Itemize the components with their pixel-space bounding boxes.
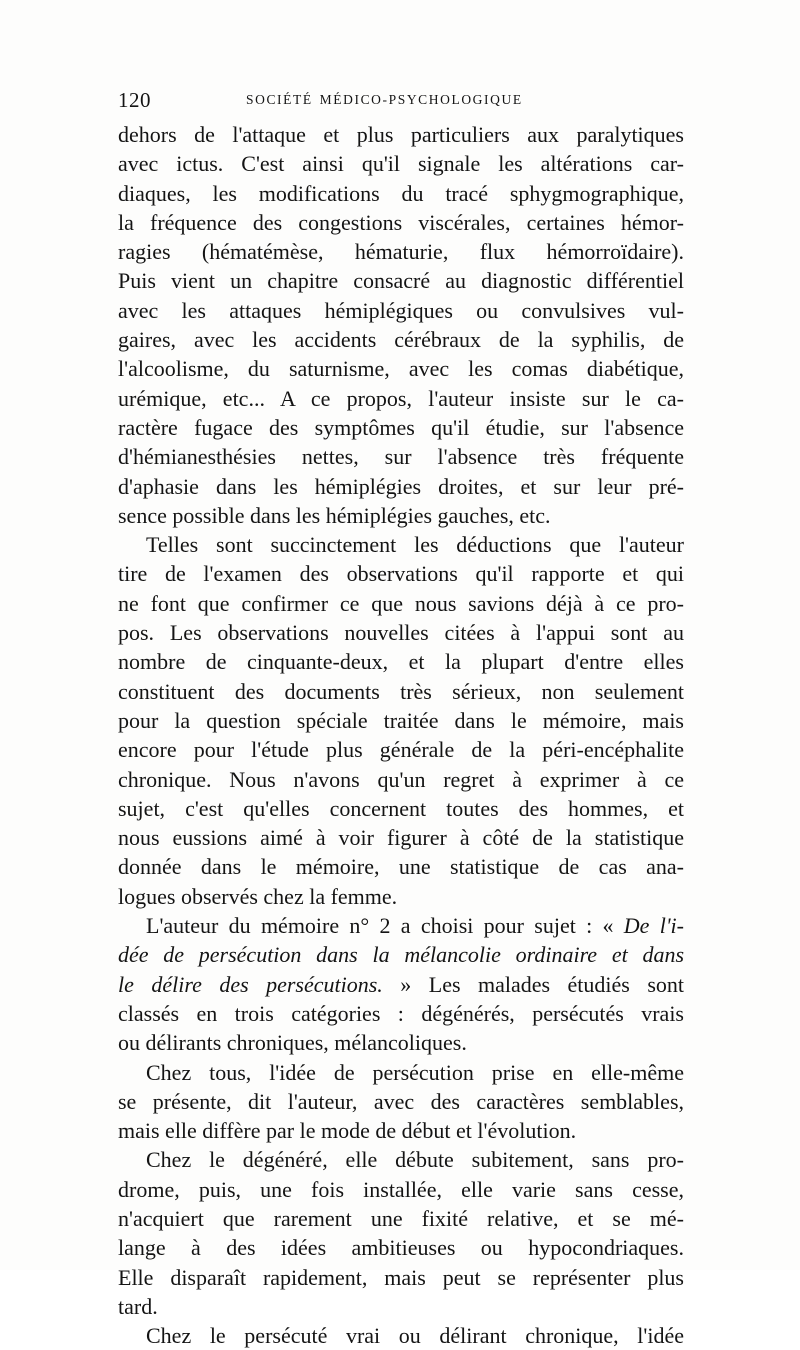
text-line: dehors de l'attaque et plus particuliers aux paralytiques xyxy=(118,122,684,147)
text-line: ou délirants chroniques, mélancoliques. xyxy=(118,1030,467,1056)
text-line: la fréquence des congestions viscérales, certaines hémor- xyxy=(118,209,684,235)
text-line: l'alcoolisme, du saturnisme, avec les comas diabétique, xyxy=(118,356,684,382)
text-line: logues observés chez la femme. xyxy=(118,883,398,909)
italic-title-fragment: De l'i- xyxy=(623,913,684,939)
text-line xyxy=(118,911,684,940)
text-line: ragies (hématémèse, hématurie, flux hémorroïdaire). xyxy=(118,239,684,265)
italic-title-fragment: le délire des persécutions. xyxy=(118,971,383,997)
text-line: diaques, les modifications du tracé sphygmographique, xyxy=(118,180,684,206)
text-line: avec les attaques hémiplégiques ou convulsives vul- xyxy=(118,297,684,323)
running-head xyxy=(118,88,684,114)
text-line: sence possible dans les hémiplégies gauches, etc. xyxy=(118,502,551,528)
text-line: mais elle diffère par le mode de début et l'évolution. xyxy=(118,1118,577,1144)
text-line: classés en trois catégories : dégénérés, persécutés vrais xyxy=(118,1000,684,1026)
text-line: sujet, c'est qu'elles concernent toutes des hommes, et xyxy=(118,795,684,821)
text-line: Telles sont succinctement les déductions que l'auteur xyxy=(146,532,684,558)
page-number: 120 xyxy=(118,88,151,112)
text-line: urémique, etc... A ce propos, l'auteur insiste sur le ca- xyxy=(118,385,684,411)
text-line: d'hémianesthésies nettes, sur l'absence très fréquente xyxy=(118,444,684,470)
text-line: d'aphasie dans les hémiplégies droites, et sur leur pré- xyxy=(118,473,684,499)
text-line: lange à des idées ambitieuses ou hypocondriaques. xyxy=(118,1235,684,1261)
text-line: avec ictus. C'est ainsi qu'il signale les altérations car- xyxy=(118,151,684,177)
journal-title: SOCIÉTÉ MÉDICO-PSYCHOLOGIQUE xyxy=(246,92,523,107)
text-line: se présente, dit l'auteur, avec des caractères semblables, xyxy=(118,1088,684,1114)
text-line: donnée dans le mémoire, une statistique de cas ana- xyxy=(118,854,684,880)
text-line: ractère fugace des symptômes qu'il étudie, sur l'absence xyxy=(118,414,684,440)
text-line: chronique. Nous n'avons qu'un regret à exprimer à ce xyxy=(118,766,684,792)
text-line: Puis vient un chapitre consacré au diagnostic différentiel xyxy=(118,268,684,294)
text-line: Chez le dégénéré, elle débute subitement, sans pro- xyxy=(146,1147,684,1173)
text-line: Elle disparaît rapidement, mais peut se représenter plus xyxy=(118,1264,684,1290)
body-text xyxy=(118,120,684,1350)
text-line: drome, puis, une fois installée, elle varie sans cesse, xyxy=(118,1176,684,1202)
italic-title-fragment: dée de persécution dans la mélancolie ordinaire et dans xyxy=(118,942,684,968)
text-line xyxy=(118,940,684,969)
text-line: ne font que confirmer ce que nous savions déjà à ce pro- xyxy=(118,590,684,616)
text-line: n'acquiert que rarement une fixité relative, et se mé- xyxy=(118,1205,684,1231)
text-fragment: L'auteur du mémoire n° 2 a choisi pour sujet : « xyxy=(146,913,624,939)
text-line xyxy=(118,970,684,999)
text-line: constituent des documents très sérieux, non seulement xyxy=(118,678,684,704)
text-line: encore pour l'étude plus générale de la péri-encéphalite xyxy=(118,737,684,763)
text-line: Chez le persécuté vrai ou délirant chronique, l'idée xyxy=(146,1323,684,1349)
text-fragment: » Les malades étudiés sont xyxy=(382,971,684,997)
text-line: gaires, avec les accidents cérébraux de la syphilis, de xyxy=(118,327,684,353)
text-line: tard. xyxy=(118,1293,158,1319)
text-line: tire de l'examen des observations qu'il rapporte et qui xyxy=(118,561,684,587)
text-line: pour la question spéciale traitée dans le mémoire, mais xyxy=(118,707,684,733)
text-line: pos. Les observations nouvelles citées à l'appui sont au xyxy=(118,620,684,646)
text-line: Chez tous, l'idée de persécution prise en elle-même xyxy=(146,1059,684,1085)
text-line: nombre de cinquante-deux, et la plupart d'entre elles xyxy=(118,649,684,675)
text-line: nous eussions aimé à voir figurer à côté de la statistique xyxy=(118,825,684,851)
